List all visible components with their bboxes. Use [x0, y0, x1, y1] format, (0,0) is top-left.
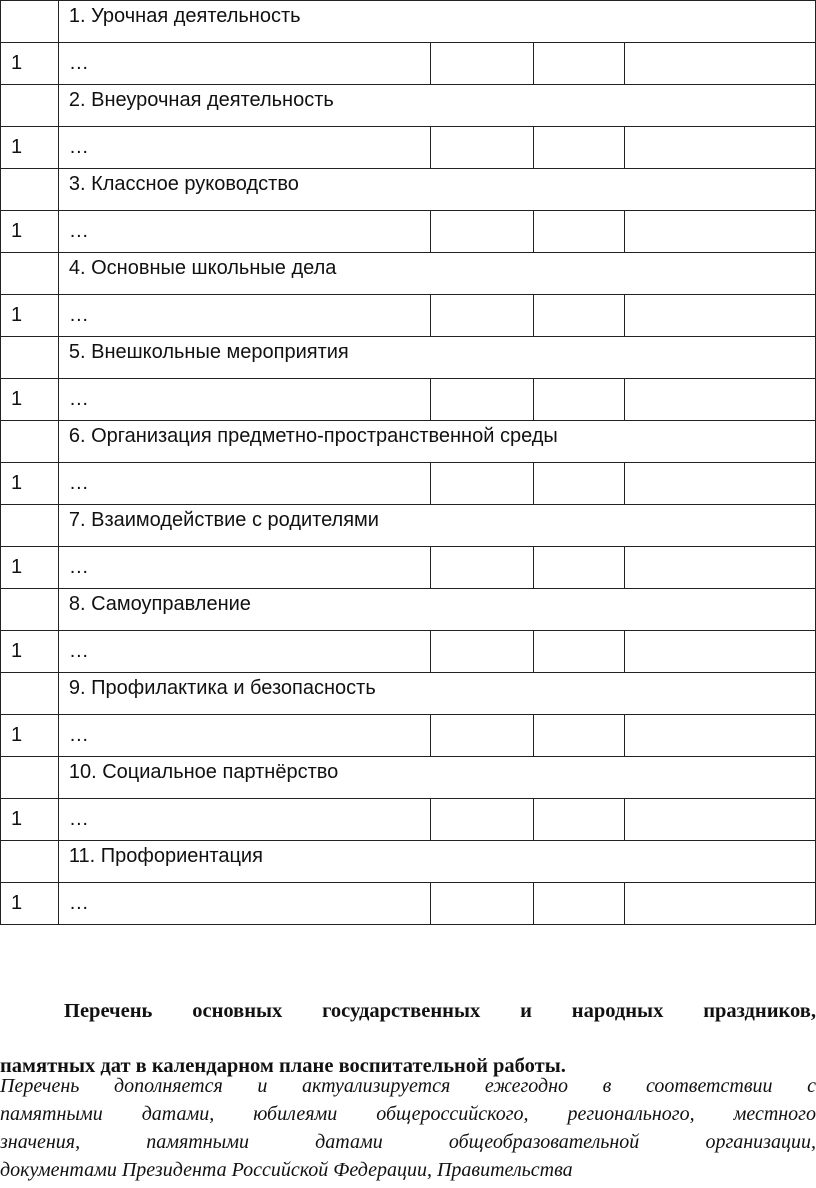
section-header-row — [1, 169, 816, 211]
empty-cell — [431, 715, 534, 757]
row-text: … — [58, 883, 431, 925]
section-number-cell — [1, 337, 59, 379]
section-header-row — [1, 1, 816, 43]
empty-cell — [625, 295, 816, 337]
section-header-row — [1, 253, 816, 295]
empty-cell — [431, 379, 534, 421]
section-title: 1. Урочная деятельность — [58, 1, 815, 43]
empty-cell — [431, 127, 534, 169]
row-number: 1 — [1, 295, 59, 337]
row-text: … — [58, 799, 431, 841]
empty-cell — [625, 211, 816, 253]
empty-cell — [625, 463, 816, 505]
section-header-row — [1, 85, 816, 127]
row-number: 1 — [1, 715, 59, 757]
section-title: 2. Внеурочная деятельность — [58, 85, 815, 127]
empty-cell — [431, 547, 534, 589]
table-row — [1, 43, 816, 85]
empty-cell — [534, 799, 625, 841]
section-title: 9. Профилактика и безопасность — [58, 673, 815, 715]
table-row — [1, 715, 816, 757]
section-title: 4. Основные школьные дела — [58, 253, 815, 295]
empty-cell — [534, 211, 625, 253]
table-row — [1, 127, 816, 169]
empty-cell — [625, 379, 816, 421]
empty-cell — [431, 463, 534, 505]
empty-cell — [534, 715, 625, 757]
row-text: … — [58, 295, 431, 337]
section-number-cell — [1, 673, 59, 715]
row-number: 1 — [1, 43, 59, 85]
section-number-cell — [1, 757, 59, 799]
section-number-cell — [1, 169, 59, 211]
empty-cell — [534, 379, 625, 421]
row-number: 1 — [1, 379, 59, 421]
row-text: … — [58, 43, 431, 85]
empty-cell — [625, 547, 816, 589]
table-row — [1, 631, 816, 673]
note-line: документами Президента Российской Федерации, Правительства — [0, 1159, 573, 1181]
section-header-row — [1, 337, 816, 379]
empty-cell — [534, 883, 625, 925]
row-text: … — [58, 127, 431, 169]
row-text: … — [58, 211, 431, 253]
empty-cell — [534, 295, 625, 337]
row-number: 1 — [1, 883, 59, 925]
heading-line-2: памятных дат в календарном плане воспитательной работы. — [0, 1055, 566, 1077]
empty-cell — [625, 715, 816, 757]
row-number: 1 — [1, 211, 59, 253]
empty-cell — [534, 631, 625, 673]
section-title: 11. Профориентация — [58, 841, 815, 883]
section-number-cell — [1, 589, 59, 631]
table-row — [1, 295, 816, 337]
section-title: 10. Социальное партнёрство — [58, 757, 815, 799]
empty-cell — [534, 463, 625, 505]
heading-line-1: Перечень основных государственных и народных праздников, — [64, 1000, 816, 1022]
section-header-row — [1, 421, 816, 463]
table-row — [1, 547, 816, 589]
section-title: 7. Взаимодействие с родителями — [58, 505, 815, 547]
empty-cell — [625, 883, 816, 925]
section-number-cell — [1, 85, 59, 127]
holidays-note — [0, 1072, 816, 1184]
section-header-row — [1, 841, 816, 883]
table-row — [1, 211, 816, 253]
section-title: 5. Внешкольные мероприятия — [58, 337, 815, 379]
row-number: 1 — [1, 463, 59, 505]
section-title: 3. Классное руководство — [58, 169, 815, 211]
section-title: 8. Самоуправление — [58, 589, 815, 631]
section-header-row — [1, 673, 816, 715]
row-number: 1 — [1, 127, 59, 169]
empty-cell — [431, 211, 534, 253]
row-text: … — [58, 631, 431, 673]
row-text: … — [58, 379, 431, 421]
empty-cell — [431, 43, 534, 85]
section-number-cell — [1, 841, 59, 883]
empty-cell — [431, 631, 534, 673]
note-line: значения, памятными датами общеобразовательной организации, — [0, 1131, 816, 1153]
section-number-cell — [1, 421, 59, 463]
row-number: 1 — [1, 547, 59, 589]
section-number-cell — [1, 505, 59, 547]
empty-cell — [431, 799, 534, 841]
row-number: 1 — [1, 799, 59, 841]
empty-cell — [534, 127, 625, 169]
table-row — [1, 883, 816, 925]
note-line: Перечень дополняется и актуализируется ежегодно в соответствии с — [0, 1075, 816, 1097]
section-header-row — [1, 589, 816, 631]
section-header-row — [1, 757, 816, 799]
empty-cell — [625, 799, 816, 841]
empty-cell — [534, 547, 625, 589]
row-number: 1 — [1, 631, 59, 673]
empty-cell — [625, 43, 816, 85]
section-number-cell — [1, 253, 59, 295]
table-row — [1, 379, 816, 421]
row-text: … — [58, 547, 431, 589]
note-line: памятными датами, юбилеями общероссийского, регионального, местного — [0, 1103, 816, 1125]
section-header-row — [1, 505, 816, 547]
empty-cell — [534, 43, 625, 85]
row-text: … — [58, 463, 431, 505]
row-text: … — [58, 715, 431, 757]
table-row — [1, 463, 816, 505]
empty-cell — [431, 295, 534, 337]
empty-cell — [625, 631, 816, 673]
section-title: 6. Организация предметно-пространственной среды — [58, 421, 815, 463]
empty-cell — [625, 127, 816, 169]
section-number-cell — [1, 1, 59, 43]
empty-cell — [431, 883, 534, 925]
table-row — [1, 799, 816, 841]
